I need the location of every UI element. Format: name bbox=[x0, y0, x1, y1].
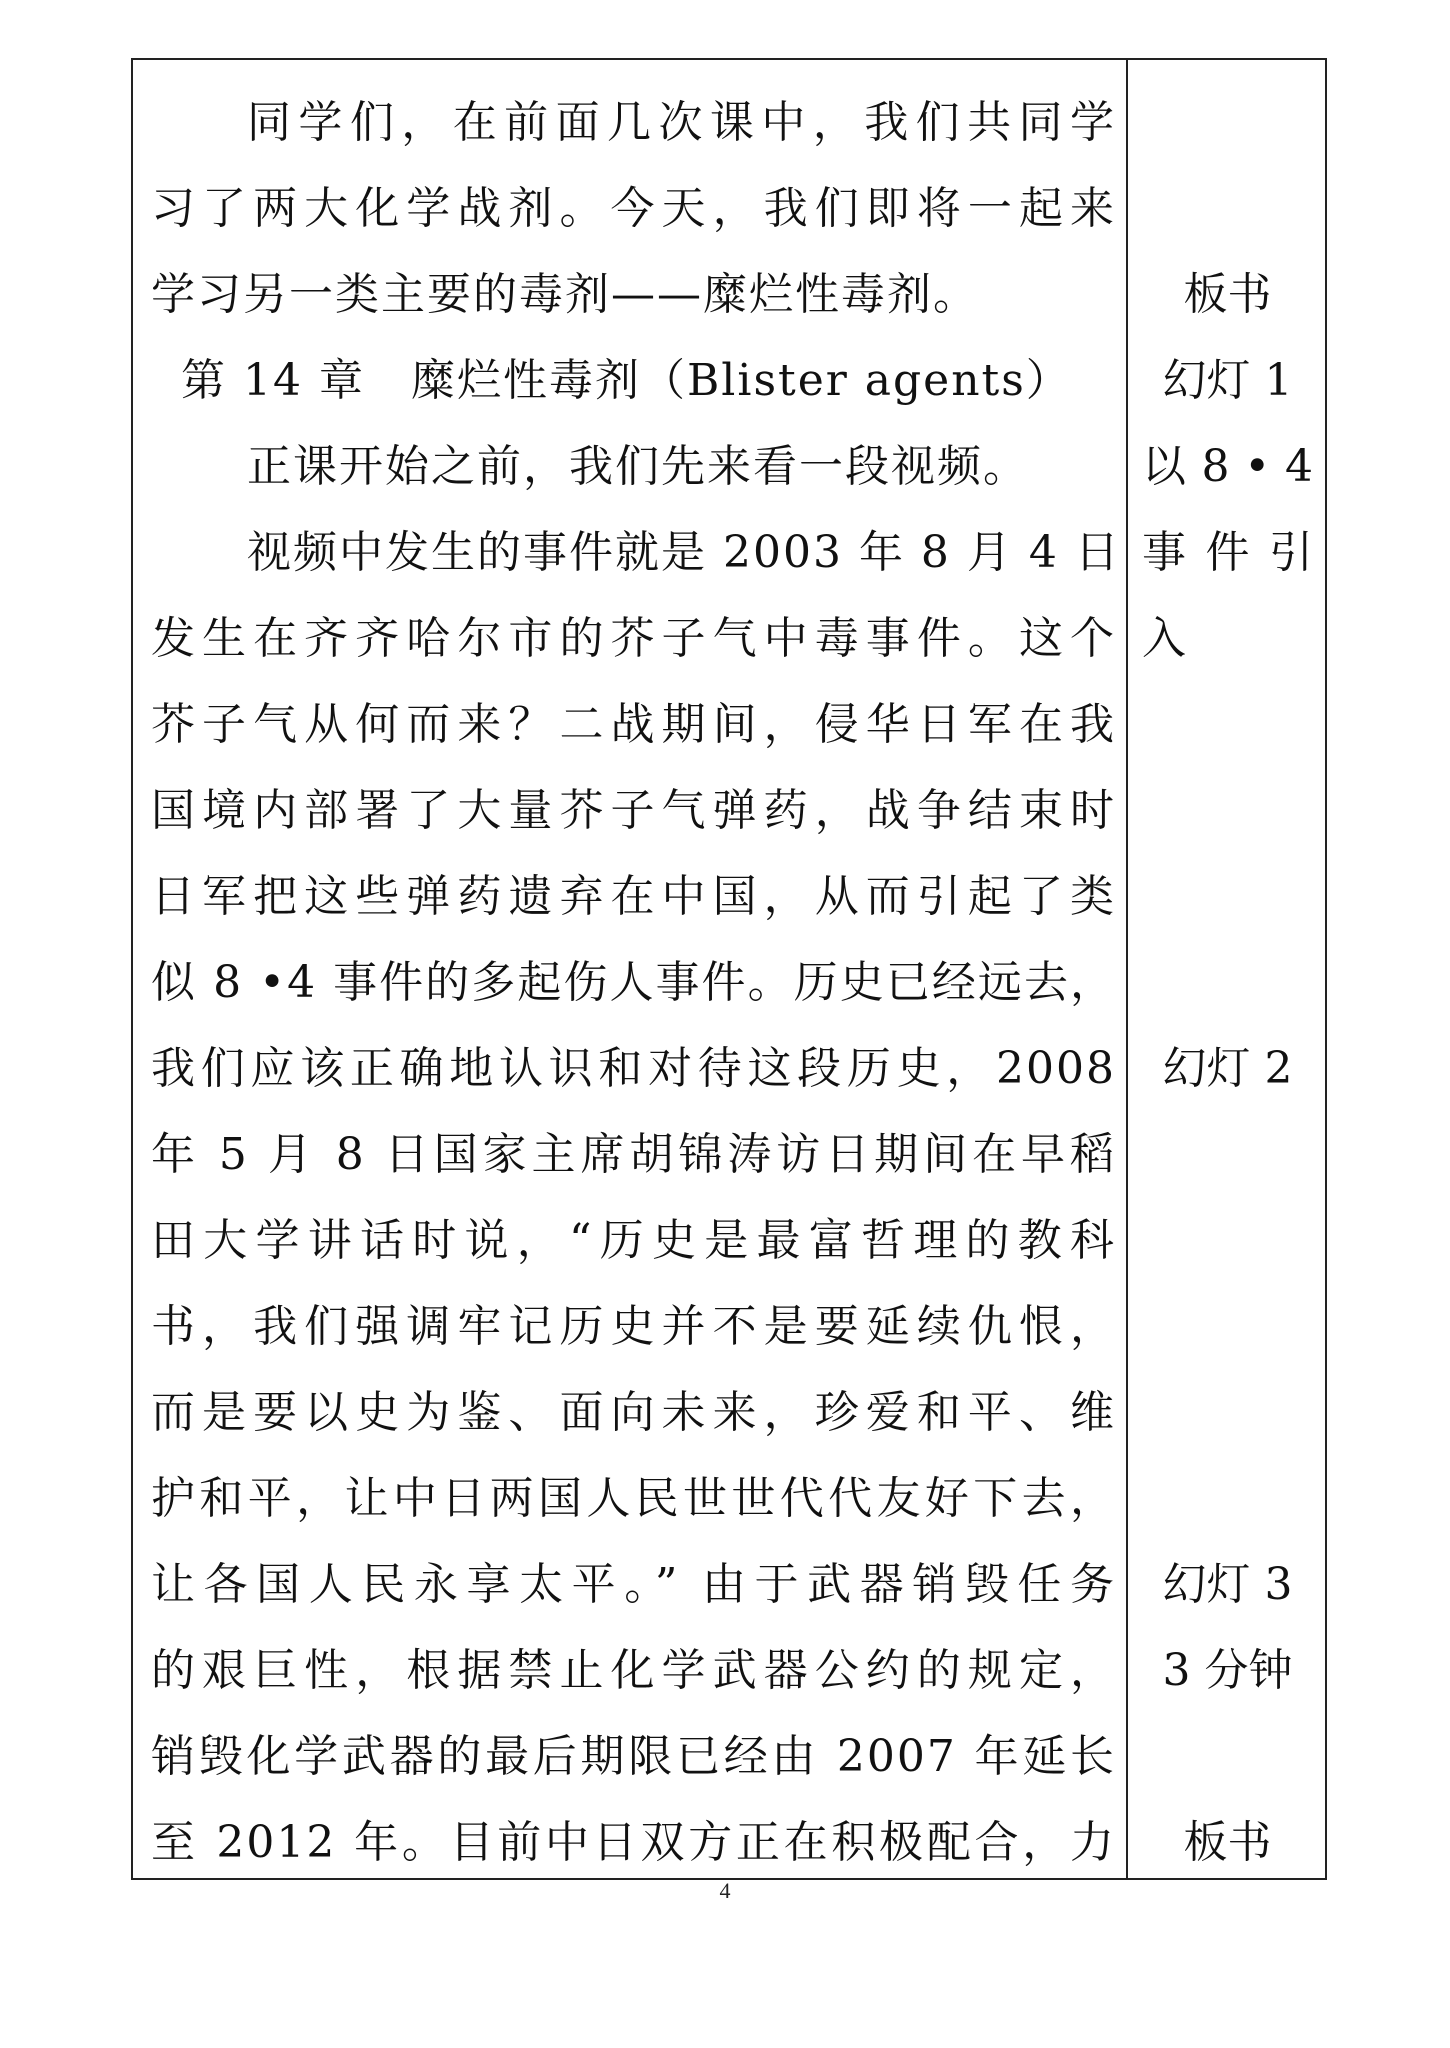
note-intro-line-1: 以 8 • 4 bbox=[1142, 441, 1313, 492]
text-line: 让各国人民永享太平。” 由于武器销毁任务 bbox=[151, 1559, 1116, 1610]
note-intro-line-2: 事 件 引 bbox=[1142, 527, 1313, 578]
text-line: 习了两大化学战剂。今天，我们即将一起来 bbox=[151, 183, 1116, 234]
text-line: 芥子气从何而来？二战期间，侵华日军在我 bbox=[151, 699, 1116, 750]
text-line: 视频中发生的事件就是 2003 年 8 月 4 日 bbox=[247, 527, 1121, 578]
note-slide-3: 幻灯 3 bbox=[1162, 1559, 1293, 1610]
text-line: 年 5 月 8 日国家主席胡锦涛访日期间在早稻 bbox=[151, 1129, 1116, 1180]
text-line: 书，我们强调牢记历史并不是要延续仇恨， bbox=[151, 1301, 1116, 1352]
text-line: 而是要以史为鉴、面向未来，珍爱和平、维 bbox=[151, 1387, 1116, 1438]
text-line: 销毁化学武器的最后期限已经由 2007 年延长 bbox=[151, 1731, 1116, 1782]
note-slide-2: 幻灯 2 bbox=[1162, 1043, 1293, 1094]
note-duration: 3 分钟 bbox=[1162, 1645, 1293, 1696]
text-line: 国境内部署了大量芥子气弹药，战争结束时 bbox=[151, 785, 1116, 836]
text-line: 学习另一类主要的毒剂——糜烂性毒剂。 bbox=[151, 269, 979, 320]
note-intro-line-3: 入 bbox=[1142, 613, 1186, 664]
text-line: 护和平，让中日两国人民世世代代友好下去， bbox=[151, 1473, 1116, 1524]
text-line: 的艰巨性，根据禁止化学武器公约的规定， bbox=[151, 1645, 1116, 1696]
note-board: 板书 bbox=[1183, 269, 1272, 320]
text-line: 正课开始之前，我们先来看一段视频。 bbox=[247, 441, 1029, 492]
note-board: 板书 bbox=[1183, 1817, 1272, 1868]
text-line: 似 8 •4 事件的多起伤人事件。历史已经远去， bbox=[151, 957, 1116, 1008]
lesson-plan-table bbox=[131, 58, 1327, 1880]
text-line: 我们应该正确地认识和对待这段历史，2008 bbox=[151, 1043, 1116, 1094]
text-line: 至 2012 年。目前中日双方正在积极配合，力 bbox=[151, 1817, 1116, 1868]
text-line: 日军把这些弹药遗弃在中国，从而引起了类 bbox=[151, 871, 1116, 922]
text-line: 发生在齐齐哈尔市的芥子气中毒事件。这个 bbox=[151, 613, 1116, 664]
note-slide-1: 幻灯 1 bbox=[1162, 355, 1293, 406]
page-number: 4 bbox=[719, 1878, 731, 1903]
text-line: 田大学讲话时说，“历史是最富哲理的教科 bbox=[151, 1215, 1116, 1266]
text-line: 同学们，在前面几次课中，我们共同学 bbox=[247, 97, 1116, 148]
chapter-heading: 第 14 章 糜烂性毒剂（Blister agents） bbox=[181, 355, 1072, 406]
